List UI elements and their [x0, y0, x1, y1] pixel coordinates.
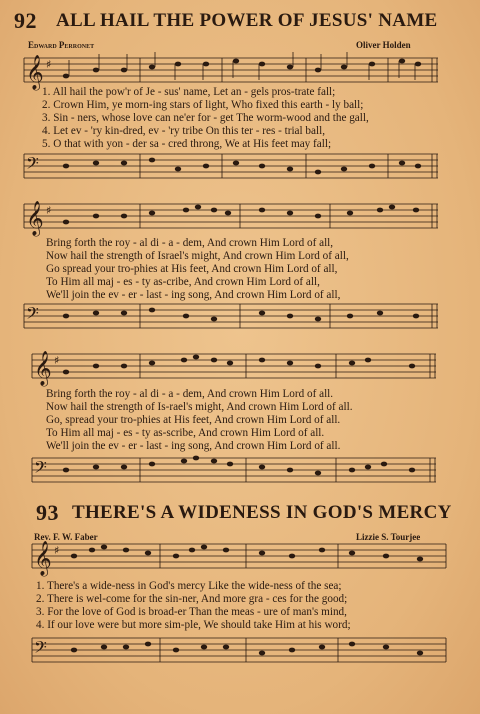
hymn-title: THERE'S A WIDENESS IN GOD'S MERCY: [72, 502, 452, 523]
music-staff: [0, 196, 480, 236]
verse-line: 2. Crown Him, ye morn-ing stars of light, Who fixed this earth - ly ball;: [42, 99, 364, 111]
refrain-line: Go, spread your tro-phies at His feet, And crown Him Lord of all.: [46, 414, 341, 426]
music-staff: [0, 538, 480, 578]
svg-text:♯: ♯: [46, 204, 52, 217]
svg-text:𝄢: 𝄢: [26, 153, 39, 177]
refrain-line: We'll join the ev - er - last - ing song, And crown Him Lord of all,: [46, 289, 341, 301]
refrain-line: Bring forth the roy - al di - a - dem, And crown Him Lord of all,: [46, 237, 334, 249]
hymn-number: 92: [14, 8, 37, 33]
refrain-line: To Him all maj - es - ty as-scribe, And crown Him Lord of all.: [46, 427, 325, 439]
lyricist-credit: Rev. F. W. Faber: [34, 532, 98, 542]
refrain-line: Now hail the strength of Israel's might, And crown Him Lord of all,: [46, 250, 349, 262]
verse-line: 3. Sin - ners, whose love can ne'er for - get The worm-wood and the gall,: [42, 112, 369, 124]
svg-text:𝄢: 𝄢: [34, 637, 47, 661]
verse-line: 2. There is wel-come for the sin-ner, And more gra - ces for the good;: [36, 593, 348, 605]
svg-text:𝄞: 𝄞: [34, 351, 52, 386]
refrain-line: Go spread your tro-phies at His feet, And crown Him Lord of all,: [46, 263, 338, 275]
svg-text:𝄞: 𝄞: [26, 55, 44, 90]
music-staff: [0, 452, 480, 488]
refrain-line: We'll join the ev - er - last - ing song, And crown Him Lord of all.: [46, 440, 341, 452]
composer-credit: Lizzie S. Tourjee: [356, 532, 421, 542]
verse-line: 3. For the love of God is broad-er Than the meas - ure of man's mind,: [36, 606, 347, 618]
refrain-line: Bring forth the roy - al di - a - dem, And crown Him Lord of all.: [46, 388, 334, 400]
svg-text:♯: ♯: [54, 354, 60, 367]
hymn-number: 93: [36, 500, 59, 525]
music-staff: [0, 150, 480, 186]
svg-text:𝄞: 𝄞: [34, 541, 52, 576]
composer-credit: Oliver Holden: [356, 40, 411, 50]
verse-line: 4. Let ev - 'ry kin-dred, ev - 'ry tribe On this ter - res - trial ball,: [42, 125, 326, 137]
svg-text:𝄞: 𝄞: [26, 201, 44, 236]
hymn-title: ALL HAIL THE POWER OF JESUS' NAME: [56, 10, 438, 31]
music-staff: [0, 346, 480, 386]
svg-text:𝄢: 𝄢: [26, 303, 39, 327]
verse-line: 4. If our love were but more sim-ple, We should take Him at his word;: [36, 619, 351, 631]
refrain-line: Now hail the strength of Is-rael's might, And crown Him Lord of all.: [46, 401, 353, 413]
refrain-line: To Him all maj - es - ty as-cribe, And crown Him Lord of all,: [46, 276, 320, 288]
verse-line: 1. All hail the pow'r of Je - sus' name, Let an - gels pros-trate fall;: [42, 86, 336, 98]
verse-line: 5. O that with yon - der sa - cred throng, We at His feet may fall;: [42, 138, 332, 150]
svg-text:𝄢: 𝄢: [34, 457, 47, 481]
music-staff: [0, 300, 480, 336]
lyricist-credit: Edward Perronet: [28, 40, 95, 50]
svg-text:♯: ♯: [54, 544, 60, 557]
verse-line: 1. There's a wide-ness in God's mercy Like the wide-ness of the sea;: [36, 580, 342, 592]
music-staff: [0, 630, 480, 670]
svg-text:♯: ♯: [46, 58, 52, 71]
